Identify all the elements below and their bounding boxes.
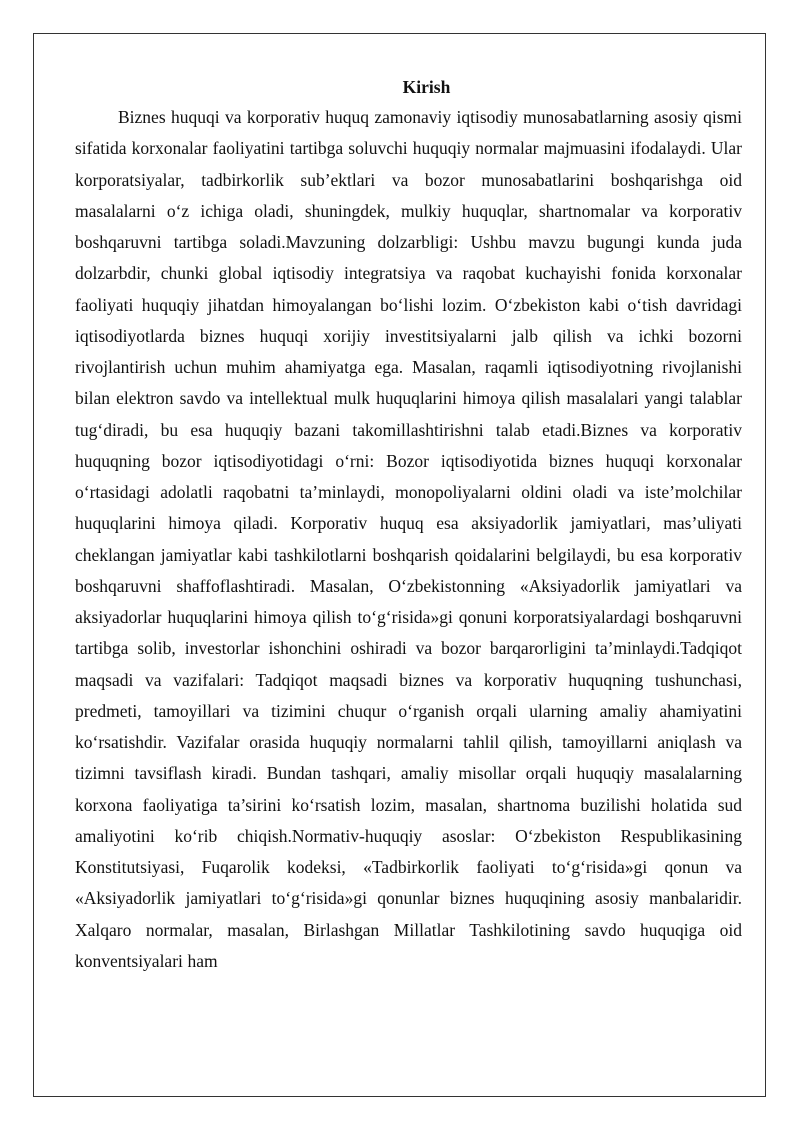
section-heading: Kirish [402, 77, 451, 97]
document-body [75, 73, 742, 977]
body-paragraph: Biznes huquqi va korporativ huquq zamonaviy iqtisodiy munosabatlarning asosiy qismi sifatida korxonalar faoliyatini tartibga soluvchi huquqiy normalar majmuasini ifodalaydi. Ular korporatsiyalar, tadbirkorlik sub’ektlari va bozor munosabatlarini boshqarishga oid masalalarni o‘z ichiga oladi, shuningdek, mulkiy huquqlar, shartnomalar va korporativ boshqaruvni tartibga soladi.Mavzuning dolzarbligi: Ushbu mavzu bugungi kunda juda dolzarbdir, chunki global iqtisodiy integratsiya va raqobat kuchayishi fonida korxonalar faoliyati huquqiy jihatdan himoyalangan bo‘lishi lozim. O‘zbekiston kabi o‘tish davridagi iqtisodiyotlarda biznes huquqi xorijiy investitsiyalarni jalb qilish va ichki bozorni rivojlantirish uchun muhim ahamiyatga ega. Masalan, raqamli iqtisodiyotning rivojlanishi bilan elektron savdo va intellektual mulk huquqlarini himoya qilish masalalari yangi talablar tug‘diradi, bu esa huquqiy bazani takomillashtirishni talab etadi.Biznes va korporativ huquqning bozor iqtisodiyotidagi o‘rni: Bozor iqtisodiyotida biznes huquqi korxonalar o‘rtasidagi adolatli raqobatni ta’minlaydi, monopoliyalarni oldini oladi va iste’molchilar huquqlarini himoya qiladi. Korporativ huquq esa aksiyadorlik jamiyatlari, mas’uliyati cheklangan jamiyatlar kabi tashkilotlarni boshqarish qoidalarini belgilaydi, bu esa korporativ boshqaruvni shaffoflashtiradi. Masalan, O‘zbekistonning «Aksiyadorlik jamiyatlari va aksiyadorlar huquqlarini himoya qilish to‘g‘risida»gi qonuni korporatsiyalardagi boshqaruvni tartibga solib, investorlar ishonchini oshiradi va bozor barqarorligini ta’minlaydi.Tadqiqot maqsadi va vazifalari: Tadqiqot maqsadi biznes va korporativ huquqning tushunchasi, predmeti, tamoyillari va tizimini chuqur o‘rganish orqali ularning amaliy ahamiyatini ko‘rsatishdir. Vazifalar orasida huquqiy normalarni tahlil qilish, tamoyillarni aniqlash va tizimni tavsiflash kiradi. Bundan tashqari, amaliy misollar orqali huquqiy masalalarning korxona faoliyatiga ta’sirini ko‘rsatish lozim, masalan, shartnoma buzilishi holatida sud amaliyotini ko‘rib chiqish.Normativ-huquqiy asoslar: O‘zbekiston Respublikasining Konstitutsiyasi, Fuqarolik kodeksi, «Tadbirkorlik faoliyati to‘g‘risida»gi qonun va «Aksiyadorlik jamiyatlari to‘g‘risida»gi qonunlar biznes huquqining asosiy manbalaridir. Xalqaro normalar, masalan, Birlashgan Millatlar Tashkilotining savdo huquqiga oid konventsiyalari ham [75, 107, 742, 971]
